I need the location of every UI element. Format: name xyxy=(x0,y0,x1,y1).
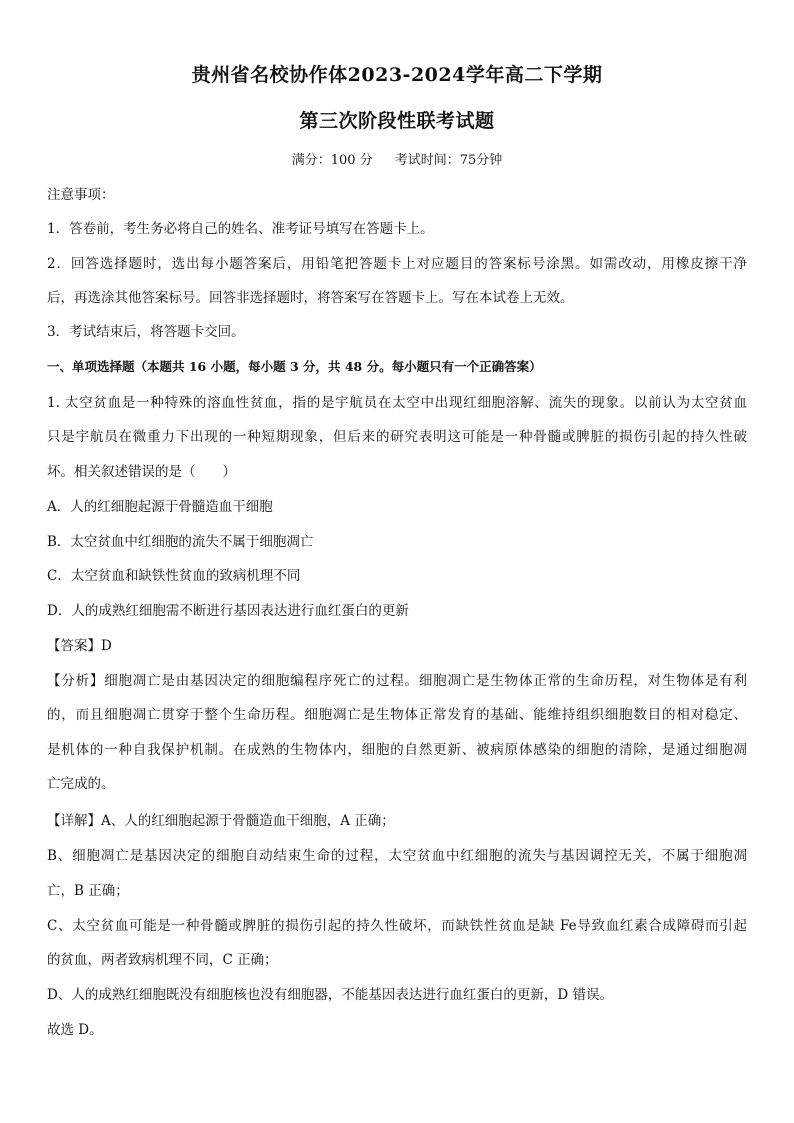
answer-line: 【答案】D xyxy=(47,638,112,654)
detail-line2: B、细胞凋亡是基因决定的细胞自动结束生命的过程，太空贫血中红细胞的流失与基因调控无关，不属于细胞凋 xyxy=(47,848,747,864)
notes-heading: 注意事项： xyxy=(47,187,115,203)
detail-line1: 【详解】A、人的红细胞起源于骨髓造血干细胞，A 正确； xyxy=(47,813,395,829)
note-2-line1: 2．回答选择题时，选出每小题答案后，用铅笔把答题卡上对应题目的答案标号涂黑。如需改动，用橡皮擦干净 xyxy=(47,256,747,272)
analysis-line1: 【分析】细胞凋亡是由基因决定的细胞编程序死亡的过程。细胞凋亡是生物体正常的生命历程，对生物体是有利 xyxy=(47,673,747,689)
detail-line3: 亡，B 正确； xyxy=(47,883,129,899)
note-3: 3．考试结束后，将答题卡交回。 xyxy=(47,324,245,340)
section-heading: 一、单项选择题（本题共 16 小题，每小题 3 分，共 48 分。每小题只有一个正确答案） xyxy=(47,359,542,374)
question-stem-line2: 只是宇航员在微重力下出现的一种短期现象，但后来的研究表明这可能是一种骨髓或脾脏的损伤引起的持久性破 xyxy=(47,429,747,445)
analysis-line4: 亡完成的。 xyxy=(47,776,115,792)
note-1: 1．答卷前，考生务必将自己的姓名、准考证号填写在答题卡上。 xyxy=(47,221,434,237)
analysis-line2: 的，而且细胞凋亡贯穿于整个生命历程。细胞凋亡是生物体正常发育的基础、能维持组织细胞数目的相对稳定、 xyxy=(47,707,747,723)
note-2-line2: 后，再选涂其他答案标号。回答非选择题时，将答案写在答题卡上。写在本试卷上无效。 xyxy=(47,290,574,306)
analysis-line3: 是机体的一种自我保护机制。在成熟的生物体内，细胞的自然更新、被病原体感染的细胞的清除，是通过细胞凋 xyxy=(47,742,747,758)
score-label: 满分：100 分 xyxy=(291,153,373,168)
detail-line5: 的贫血，两者致病机理不同，C 正确； xyxy=(47,952,278,968)
exam-title-line2: 第三次阶段性联考试题 xyxy=(299,110,495,132)
detail-line6: D、人的成熟红细胞既没有细胞核也没有细胞器，不能基因表达进行血红蛋白的更新，D 错误。 xyxy=(47,987,613,1003)
conclusion-line: 故选 D。 xyxy=(47,1022,103,1038)
option-b: B．太空贫血中红细胞的流失不属于细胞凋亡 xyxy=(47,534,314,550)
option-a: A．人的红细胞起源于骨髓造血干细胞 xyxy=(47,499,273,515)
option-c: C．太空贫血和缺铁性贫血的致病机理不同 xyxy=(47,568,301,584)
exam-meta xyxy=(0,149,794,168)
question-stem-line3: 坏。相关叙述错误的是（ ） xyxy=(47,464,236,480)
detail-line4: C、太空贫血可能是一种骨髓或脾脏的损伤引起的持久性破坏，而缺铁性贫血是缺 Fe导致血红素合成障碍而引起 xyxy=(47,918,747,934)
time-label: 考试时间：75分钟 xyxy=(394,153,503,168)
option-d: D．人的成熟红细胞需不断进行基因表达进行血红蛋白的更新 xyxy=(47,603,409,619)
question-stem-line1: 1. 太空贫血是一种特殊的溶血性贫血，指的是宇航员在太空中出现红细胞溶解、流失的现象。以前认为太空贫血 xyxy=(47,395,747,411)
exam-title-line1: 贵州省名校协作体2023-2024学年高二下学期 xyxy=(191,64,603,86)
